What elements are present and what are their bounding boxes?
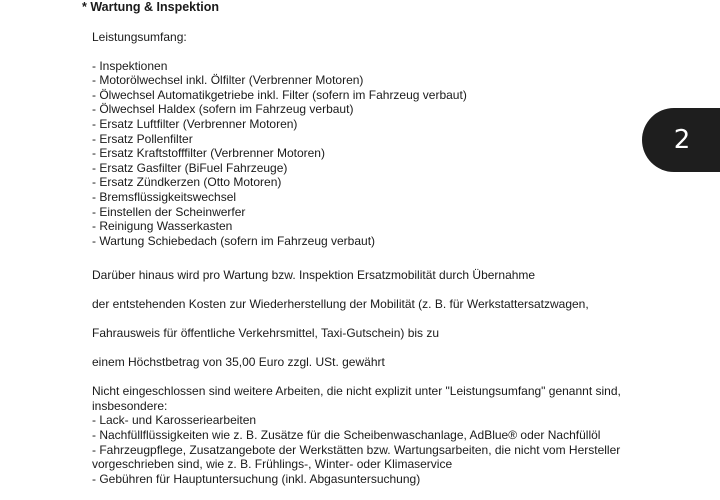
list-item: - Ersatz Gasfilter (BiFuel Fahrzeuge) <box>92 160 288 175</box>
list-item: - Fahrzeugpflege, Zusatzangebote der Werkstätten bzw. Wartungsarbeiten, die nicht vom Hersteller vorgeschrieben sind, wie z. B. Frühlings-, Winter- oder Klimaservice <box>92 442 621 472</box>
list-item: - Ersatz Zündkerzen (Otto Motoren) <box>92 175 282 190</box>
mobility-paragraph-line-2: der entstehenden Kosten zur Wiederherstellung der Mobilität (z. B. für Werkstattersatzwagen, <box>92 297 589 312</box>
page-number-badge[interactable] <box>642 108 720 172</box>
section-heading: * Wartung & Inspektion <box>82 0 220 14</box>
services-list <box>92 59 632 249</box>
list-item: - Ersatz Kraftstofffilter (Verbrenner Motoren) <box>92 146 325 161</box>
list-item: - Bremsflüssigkeitswechsel <box>92 189 237 204</box>
mobility-paragraph-line-4: einem Höchstbetrag von 35,00 Euro zzgl. USt. gewährt <box>92 355 385 370</box>
list-item: - Ölwechsel Automatikgetriebe inkl. Filter (sofern im Fahrzeug verbaut) <box>92 87 467 102</box>
list-item: - Inspektionen <box>92 58 168 73</box>
list-item: - Nachfüllflüssigkeiten wie z. B. Zusätze für die Scheibenwaschanlage, AdBlue® oder Nachfüllöl <box>92 428 601 443</box>
list-item: - Ersatz Pollenfilter <box>92 131 193 146</box>
section-content <box>92 30 632 486</box>
page-number: 2 <box>673 124 691 155</box>
exclusions-list <box>92 413 632 486</box>
list-item: - Wartung Schiebedach (sofern im Fahrzeug verbaut) <box>92 233 376 248</box>
exclusions-intro: Nicht eingeschlossen sind weitere Arbeiten, die nicht explizit unter "Leistungsumfang" genannt sind, insbesondere: <box>92 384 621 413</box>
list-item: - Lack- und Karosseriearbeiten <box>92 413 257 428</box>
scope-label: Leistungsumfang: <box>92 30 187 44</box>
list-item: - Motorölwechsel inkl. Ölfilter (Verbrenner Motoren) <box>92 73 364 88</box>
mobility-paragraph-line-3: Fahrausweis für öffentliche Verkehrsmittel, Taxi-Gutschein) bis zu <box>92 326 440 341</box>
list-item: - Ersatz Luftfilter (Verbrenner Motoren) <box>92 116 298 131</box>
list-item: - Einstellen der Scheinwerfer <box>92 204 246 219</box>
mobility-paragraph-line-1: Darüber hinaus wird pro Wartung bzw. Inspektion Ersatzmobilität durch Übernahme <box>92 268 536 283</box>
list-item: - Reinigung Wasserkasten <box>92 219 233 234</box>
list-item: - Ölwechsel Haldex (sofern im Fahrzeug verbaut) <box>92 102 354 117</box>
list-item: - Gebühren für Hauptuntersuchung (inkl. Abgasuntersuchung) <box>92 471 421 486</box>
